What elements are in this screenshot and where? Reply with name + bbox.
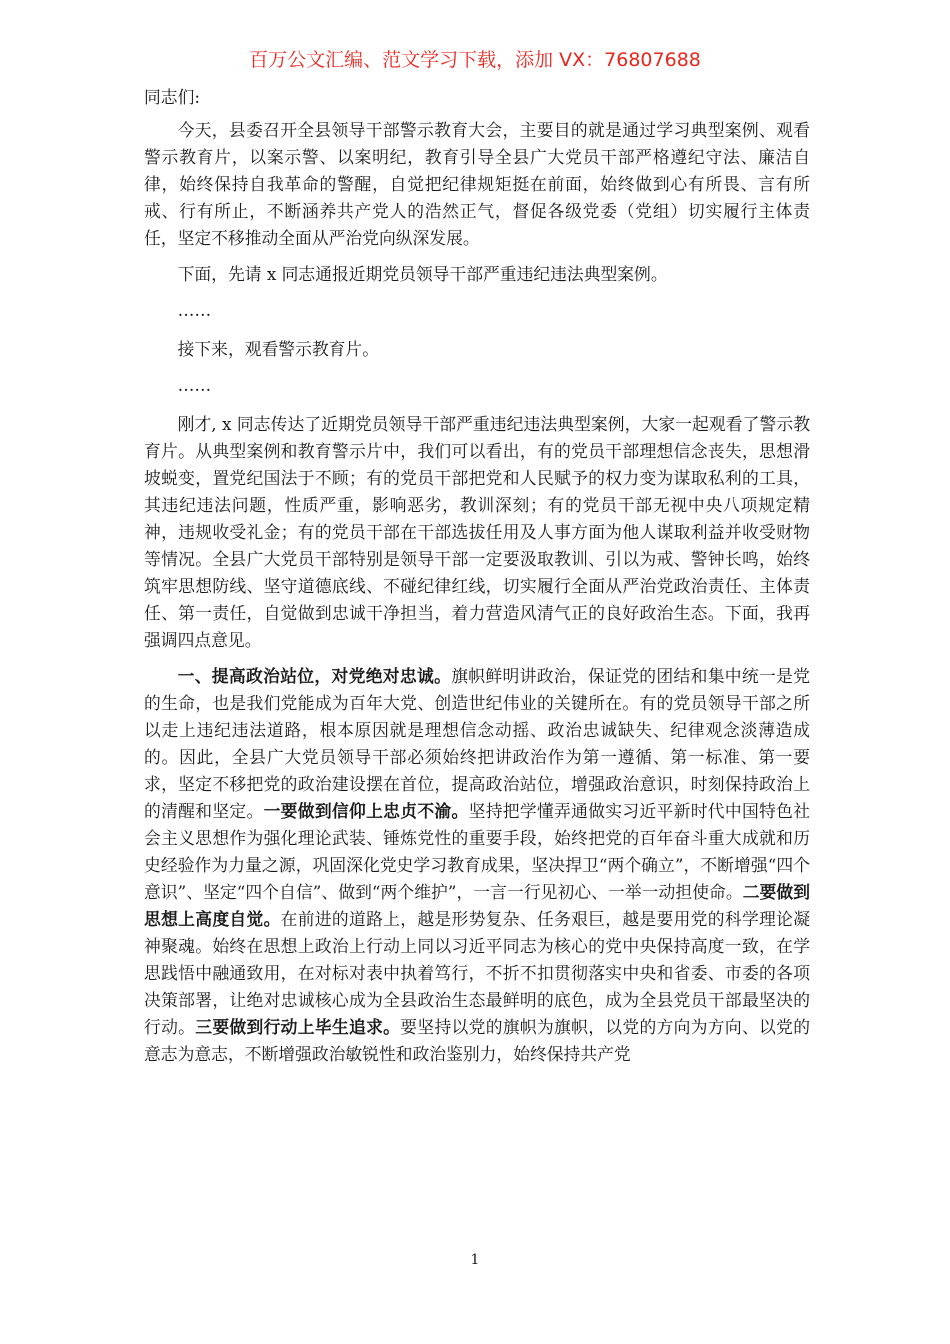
paragraph-summary: 刚才, x 同志传达了近期党员领导干部严重违纪违法典型案例，大家一起观看了警示教育片。从典型案例和教育警示片中，我们可以看出，有的党员干部理想信念丧失，思想滑坡蜕变，置党纪国法于不顾；有的党员干部把党和人民赋予的权力变为谋取私利的工具，其违纪违法问题，性质严重，影响恶劣，教训深刻；有的党员干部无视中央八项规定精神，违规收受礼金；有的党员干部在干部选拔任用及人事方面为他人谋取利益并收受财物等情况。全县广大党员干部特别是领导干部一定要汲取教训、引以为戒、警钟长鸣，始终筑牢思想防线、坚守道德底线、不碰纪律红线，切实履行全面从严治党政治责任、主体责任、第一责任，自觉做到忠诚干净担当，着力营造风清气正的良好政治生态。下面，我再强调四点意见。 bbox=[144, 414, 810, 650]
section-1-point-2: 二要做到思想上高度自觉。 bbox=[144, 882, 810, 929]
ellipsis-1: …… bbox=[177, 300, 212, 320]
section-1 bbox=[144, 663, 810, 1068]
paragraph-video: 接下来，观看警示教育片。 bbox=[177, 339, 379, 359]
document-body bbox=[144, 84, 810, 1068]
section-1-point-1: 一要做到信仰上忠贞不渝。 bbox=[263, 801, 469, 821]
salutation: 同志们: bbox=[144, 87, 200, 107]
ellipsis-2: …… bbox=[177, 375, 212, 395]
paragraph-case-report: 下面，先请 x 同志通报近期党员领导干部严重违纪违法典型案例。 bbox=[177, 264, 668, 284]
section-1-body-2: 坚持把学懂弄通做实习近平新时代中国特色社会主义思想作为强化理论武装、锤炼党性的重要手段，始终把党的百年奋斗重大成就和历史经验作为力量之源，巩固深化党史学习教育成果，坚决捍卫“两个确立”，不断增强“四个意识”、坚定“四个自信”、做到“两个维护”，一言一行见初心、一举一动担使命。 bbox=[144, 801, 810, 902]
section-1-heading: 一、提高政治站位，对党绝对忠诚。 bbox=[177, 666, 452, 686]
section-1-body-1: 旗帜鲜明讲政治，保证党的团结和集中统一是党的生命，也是我们党能成为百年大党、创造世纪伟业的关键所在。有的党员领导干部之所以走上违纪违法道路，根本原因就是理想信念动摇、政治忠诚缺失、纪律观念淡薄造成的。因此，全县广大党员领导干部必须始终把讲政治作为第一遵循、第一标准、第一要求，坚定不移把党的政治建设摆在首位，提高政治站位，增强政治意识，时刻保持政治上的清醒和坚定。 bbox=[144, 666, 810, 821]
watermark-header: 百万公文汇编、范文学习下载，添加 VX：76807688 bbox=[249, 49, 701, 71]
section-1-point-3: 三要做到行动上毕生追求。 bbox=[195, 1017, 401, 1037]
page-number: 1 bbox=[470, 1252, 480, 1268]
section-1-body-3: 在前进的道路上，越是形势复杂、任务艰巨，越是要用党的科学理论凝神聚魂。始终在思想上政治上行动上同以习近平同志为核心的党中央保持高度一致，在学思践悟中融通致用，在对标对表中执着笃行，不折不扣贯彻落实中央和省委、市委的各项决策部署，让绝对忠诚核心成为全县政治生态最鲜明的底色，成为全县党员干部最坚决的行动。 bbox=[144, 909, 810, 1037]
section-1-body-4: 要坚持以党的旗帜为旗帜，以党的方向为方向、以党的意志为意志，不断增强政治敏锐性和政治鉴别力，始终保持共产党 bbox=[144, 1017, 810, 1064]
paragraph-intro: 今天，县委召开全县领导干部警示教育大会，主要目的就是通过学习典型案例、观看警示教育片，以案示警、以案明纪，教育引导全县广大党员干部严格遵纪守法、廉洁自律，始终保持自我革命的警醒，自觉把纪律规矩挺在前面，始终做到心有所畏、言有所戒、行有所止，不断涵养共产党人的浩然正气，督促各级党委（党组）切实履行主体责任，坚定不移推动全面从严治党向纵深发展。 bbox=[144, 120, 810, 248]
